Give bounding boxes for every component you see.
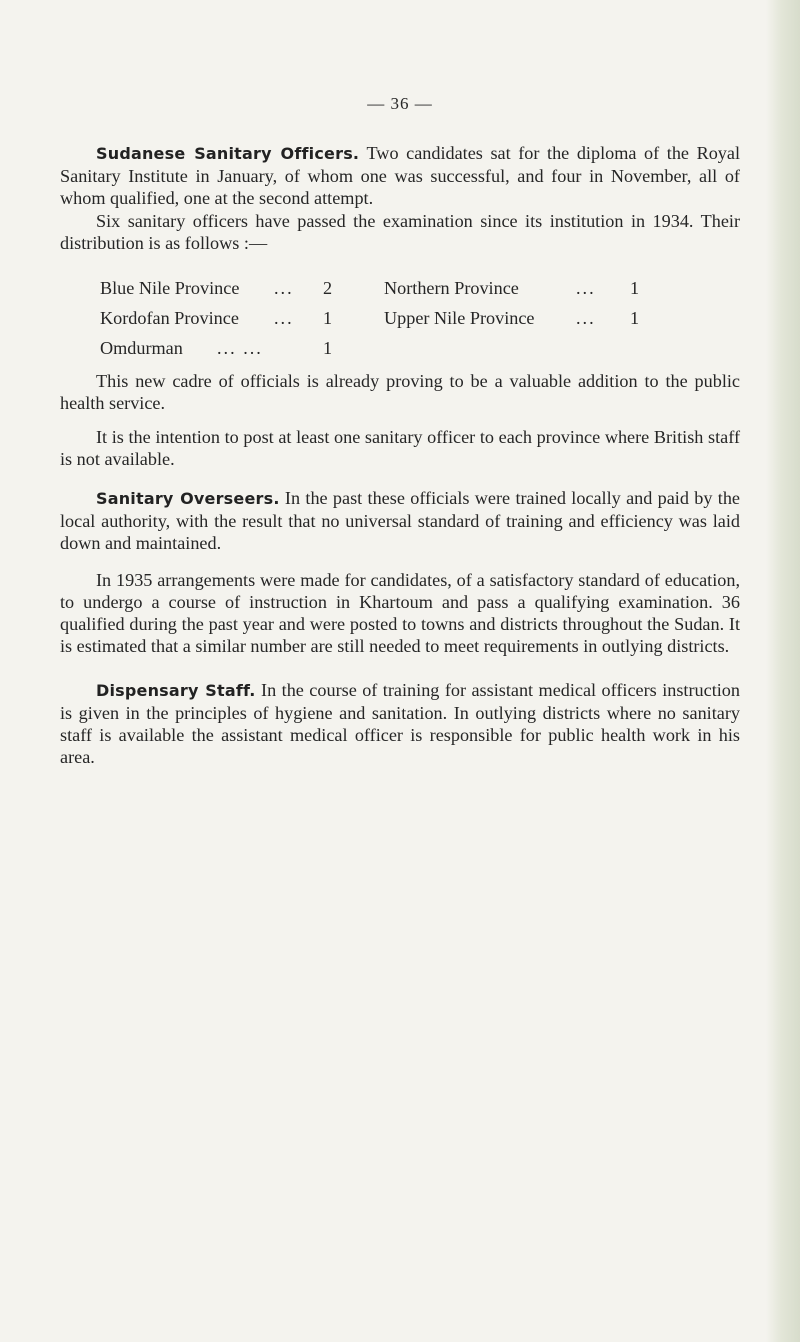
leader-dots: ... [274, 308, 294, 328]
arrangements-1935-paragraph: In 1935 arrangements were made for candidates, of a satisfactory standard of education, to undergo a course of instruction in Khartoum and pass a qualifying examination. 36 qualified during the past year and were posted to towns and districts throughout the Sudan. It is estimated that a similar number are still needed to meet requirements in outlying districts. [60, 570, 740, 656]
new-cadre-paragraph: This new cadre of officials is already proving to be a valuable addition to the public health service. [60, 371, 740, 413]
page-number: — 36 — [367, 94, 433, 113]
distribution-table [60, 277, 740, 367]
province-name: Omdurman [100, 338, 183, 358]
sanitary-overseers-paragraph [60, 487, 740, 554]
leader-dots: ... [576, 278, 596, 298]
province-name: Blue Nile Province [100, 278, 240, 298]
dispensary-staff-text: In the course of training for assistant medical officers instruction is given in the principles of hygiene and sanitation. In outlying districts where no sanitary staff is available the assistant medical officer is responsible for public health work in his area. [60, 680, 740, 767]
dispensary-staff-heading: Dispensary Staff. [96, 681, 256, 700]
province-name: Upper Nile Province [384, 308, 535, 328]
officer-count: 1 [630, 278, 640, 298]
dispensary-staff-paragraph [60, 679, 740, 768]
intention-paragraph: It is the intention to post at least one sanitary officer to each province where British staff is not available. [60, 427, 740, 469]
officer-count: 1 [323, 308, 333, 328]
leader-dots: ... [576, 308, 596, 328]
sudanese-officers-heading: Sudanese Sanitary Officers. [96, 144, 360, 163]
province-name: Kordofan Province [100, 308, 239, 328]
sanitary-overseers-text: In the past these officials were trained locally and paid by the local authority, with the result that no universal standard of training and efficiency was laid down and maintained. [60, 488, 740, 553]
officer-count: 1 [323, 338, 333, 358]
officer-count: 2 [323, 278, 333, 298]
officer-count: 1 [630, 308, 640, 328]
leader-dots: ... ... [217, 338, 263, 358]
province-name: Northern Province [384, 278, 519, 298]
sudanese-officers-text: Two candidates sat for the diploma of the Royal Sanitary Institute in January, of whom one was successful, and four in November, all of whom qualified, one at the second attempt. [60, 143, 741, 208]
officers-passed-paragraph: Six sanitary officers have passed the examination since its institution in 1934. Their distribution is as follows :— [60, 211, 740, 253]
page-edge-shadow [766, 0, 800, 1342]
leader-dots: ... [274, 278, 294, 298]
sanitary-overseers-heading: Sanitary Overseers. [96, 489, 280, 508]
sudanese-officers-paragraph [60, 142, 740, 209]
